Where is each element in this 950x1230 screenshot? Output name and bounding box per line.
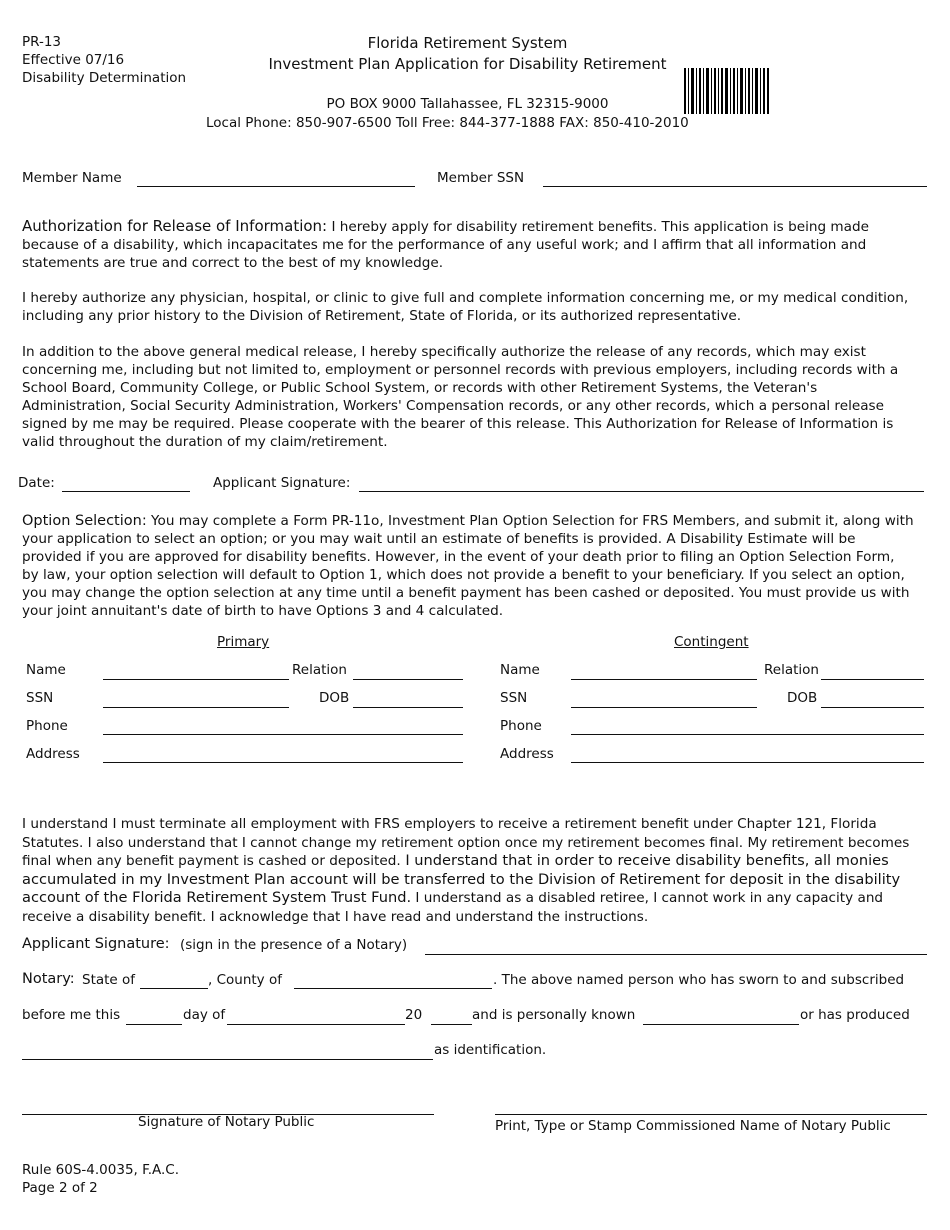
- contingent-ssn-field[interactable]: [571, 707, 757, 708]
- acknowledgment-text-3: I understand as a disabled retiree, I cannot work in any capacity and receive a disability benefit. I acknowledge that I have read and understand the instructions.: [22, 890, 884, 925]
- option-selection-text: You may complete a Form PR-11o, Investment Plan Option Selection for FRS Members, and submit it, along with your application to select an option; or you may wait until an estimate of benefits is provided. A Disability Estimate will be provided if you are approved for disability benefits. However, in the event of your death prior to filing an Option Selection Form, by law, your option selection will default to Option 1, which does not provide a benefit to your beneficiary. If you select an option, you may change the option selection at any time until a benefit payment has been cashed or deposited. You must provide us with your joint annuitant's date of birth to have Options 3 and 4 calculated.: [22, 513, 914, 619]
- acknowledgment-text-1: I understand I must terminate all employment with FRS employers to receive a retirement benefit under Chapter 121, Florida Statutes. I also understand that I cannot change my retirement option once my retirement becomes final. My retirement becomes final when any benefit payment is cashed or deposited.: [22, 816, 910, 869]
- year-prefix: 20: [405, 1007, 423, 1023]
- day-of-label: day of: [183, 1007, 226, 1023]
- contingent-title: Contingent: [674, 634, 749, 650]
- phone-numbers: Local Phone: 850-907-6500 Toll Free: 844-377-1888 FAX: 850-410-2010: [206, 115, 689, 131]
- primary-address-label: Address: [26, 746, 80, 762]
- notary-print-name-label: Print, Type or Stamp Commissioned Name of Notary Public: [495, 1118, 891, 1134]
- contingent-ssn-label: SSN: [500, 690, 528, 706]
- rule-reference: Rule 60S-4.0035, F.A.C.: [22, 1162, 180, 1178]
- notary-year-field[interactable]: [431, 1024, 472, 1025]
- identification-field[interactable]: [22, 1059, 433, 1060]
- notary-label: Notary:: [22, 971, 75, 987]
- authorization-paragraph-1: [22, 217, 914, 272]
- form-title: Investment Plan Application for Disability Retirement: [268, 55, 667, 73]
- date-label: Date:: [18, 475, 55, 491]
- contingent-relation-field[interactable]: [821, 679, 924, 680]
- contingent-name-label: Name: [500, 662, 540, 678]
- form-type: Disability Determination: [22, 70, 187, 86]
- notary-state-field[interactable]: [140, 988, 208, 989]
- authorization-paragraph-3: In addition to the above general medical release, I hereby specifically authorize the release of any records, which may exist concerning me, including but not limited to, employment or personnel records with previous employers, including records with a School Board, Community College, or Public School System, or records with other Retirement Systems, the Veteran's Administration, Social Security Administration, Workers' Compensation records, or any other records, which a personal release signed by me may be required. Please cooperate with the bearer of this release. This Authorization for Release of Information is valid throughout the duration of my claim/retirement.: [22, 344, 899, 450]
- primary-address-field[interactable]: [103, 762, 463, 763]
- notary-day-field[interactable]: [126, 1024, 182, 1025]
- primary-title: Primary: [217, 634, 270, 650]
- page-number: Page 2 of 2: [22, 1180, 98, 1196]
- mailing-address: PO BOX 9000 Tallahassee, FL 32315-9000: [326, 96, 609, 112]
- primary-phone-field[interactable]: [103, 734, 463, 735]
- authorization-paragraph-2: I hereby authorize any physician, hospital, or clinic to give full and complete information concerning me, or my medical condition, including any prior history to the Division of Retirement, State of Florida, or its authorized representative.: [22, 290, 909, 324]
- notary-print-name-field[interactable]: [495, 1114, 927, 1115]
- member-name-label: Member Name: [22, 170, 122, 186]
- agency-name: Florida Retirement System: [367, 34, 568, 52]
- contingent-dob-field[interactable]: [821, 707, 924, 708]
- primary-relation-field[interactable]: [353, 679, 463, 680]
- primary-name-field[interactable]: [103, 679, 289, 680]
- contingent-address-field[interactable]: [571, 762, 924, 763]
- contingent-relation-label: Relation: [764, 662, 819, 678]
- authorization-text: I hereby apply for disability retirement benefits. This application is being made because of a disability, which incapacitates me for the performance of any useful work; and I affirm that all information and statements are true and correct to the best of my knowledge.: [22, 219, 869, 271]
- notary-signature-label: Signature of Notary Public: [138, 1114, 315, 1130]
- before-me-label: before me this: [22, 1007, 121, 1023]
- barcode: [684, 68, 770, 114]
- member-ssn-label: Member SSN: [437, 170, 525, 186]
- member-name-field[interactable]: [137, 186, 415, 187]
- applicant-signature-label: Applicant Signature:: [213, 475, 351, 491]
- contingent-dob-label: DOB: [787, 690, 818, 706]
- county-of-label: , County of: [208, 972, 282, 988]
- primary-ssn-label: SSN: [26, 690, 54, 706]
- personally-known-label: and is personally known: [472, 1007, 636, 1023]
- notary-applicant-signature-label: Applicant Signature:: [22, 936, 170, 952]
- member-ssn-field[interactable]: [543, 186, 927, 187]
- primary-phone-label: Phone: [26, 718, 68, 734]
- primary-dob-label: DOB: [319, 690, 350, 706]
- applicant-signature-field[interactable]: [359, 491, 924, 492]
- personally-known-field[interactable]: [643, 1024, 799, 1025]
- state-of-label: State of: [82, 972, 136, 988]
- contingent-address-label: Address: [500, 746, 554, 762]
- notary-applicant-signature-note: (sign in the presence of a Notary): [180, 937, 408, 953]
- sworn-text: . The above named person who has sworn to and subscribed: [493, 972, 905, 988]
- acknowledgment-paragraph: [22, 815, 914, 926]
- primary-relation-label: Relation: [292, 662, 347, 678]
- effective-date: Effective 07/16: [22, 52, 125, 68]
- acknowledgment-text-2: I understand that in order to receive disability benefits, all monies accumulated in my Investment Plan account will be transferred to the Division of Retirement for deposit in the disability account of the Florida Retirement System Trust Fund.: [22, 852, 901, 906]
- contingent-phone-label: Phone: [500, 718, 542, 734]
- primary-dob-field[interactable]: [353, 707, 463, 708]
- option-selection-paragraph: [22, 512, 914, 620]
- primary-ssn-field[interactable]: [103, 707, 289, 708]
- notary-applicant-signature-field[interactable]: [425, 954, 927, 955]
- contingent-phone-field[interactable]: [571, 734, 924, 735]
- contingent-name-field[interactable]: [571, 679, 757, 680]
- date-field[interactable]: [62, 491, 190, 492]
- notary-month-field[interactable]: [227, 1024, 405, 1025]
- primary-name-label: Name: [26, 662, 66, 678]
- or-produced-label: or has produced: [800, 1007, 910, 1023]
- form-id: PR-13: [22, 34, 62, 50]
- as-identification-label: as identification.: [434, 1042, 547, 1058]
- authorization-heading: Authorization for Release of Information:: [22, 217, 328, 235]
- option-selection-heading: Option Selection:: [22, 513, 147, 529]
- notary-county-field[interactable]: [294, 988, 492, 989]
